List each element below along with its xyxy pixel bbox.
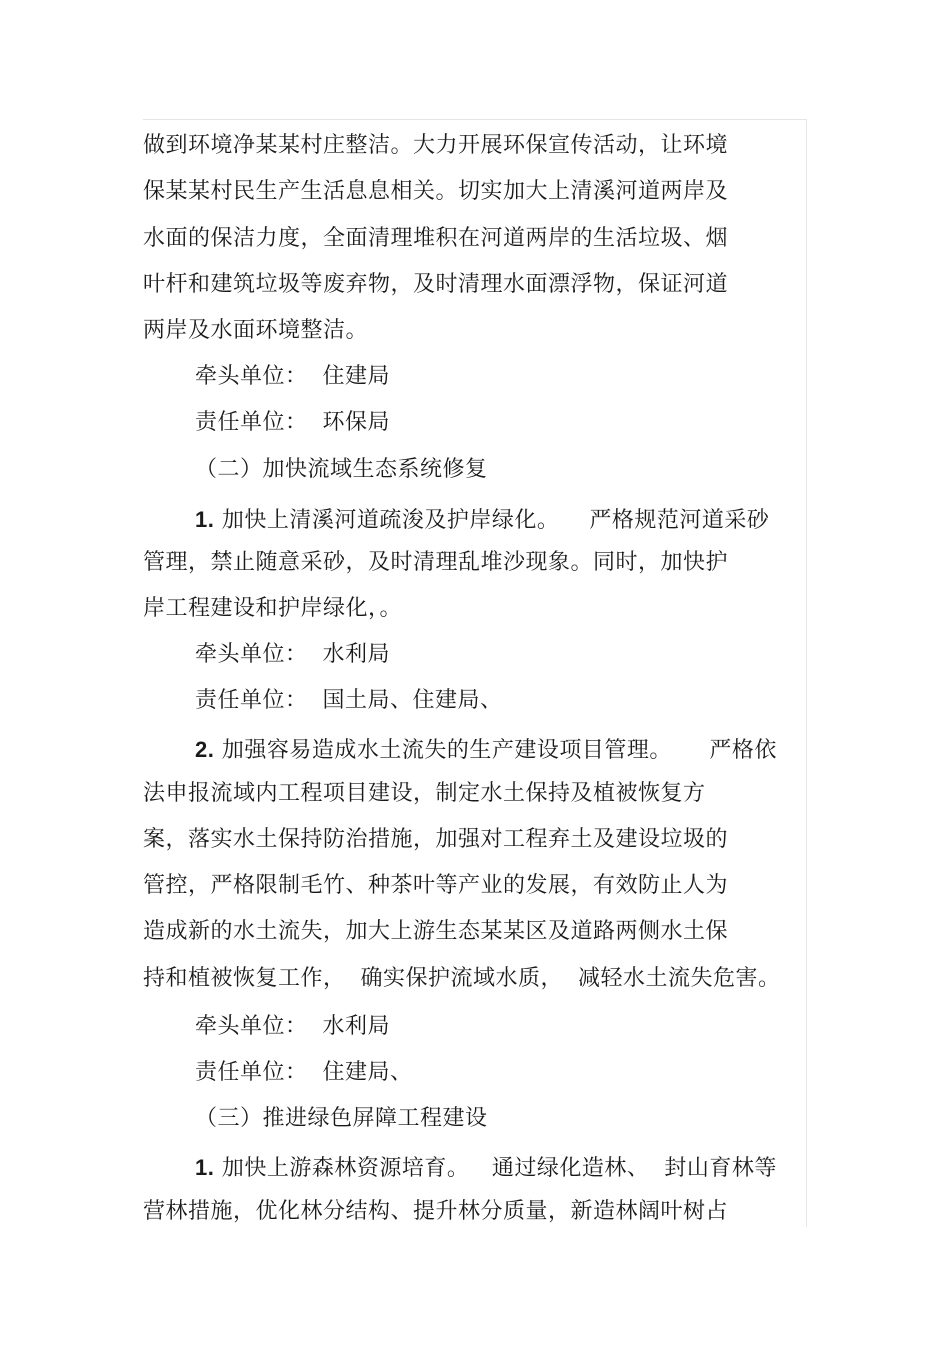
- paragraph-line: 管控，严格限制毛竹、种茶叶等产业的发展，有效防止人为: [143, 873, 729, 898]
- responsible-unit-line: 责任单位： 住建局、: [195, 1060, 413, 1085]
- item-number: 2.: [195, 737, 215, 762]
- paragraph-line: 营林措施，优化林分结构、提升林分质量，新造林阔叶树占: [143, 1199, 729, 1224]
- lead-unit-line: 牵头单位： 住建局: [195, 364, 390, 389]
- paragraph-line: 管理，禁止随意采砂，及时清理乱堆沙现象。同时，加快护: [143, 550, 729, 575]
- paragraph-line: 法申报流域内工程项目建设，制定水土保持及植被恢复方: [143, 781, 706, 806]
- item-text: 加快上清溪河道疏浚及护岸绿化。 严格规范河道采砂: [214, 508, 770, 533]
- paragraph-line: 做到环境净某某村庄整洁。大力开展环保宣传活动，让环境: [143, 133, 729, 158]
- paragraph-line: 岸工程建设和护岸绿化，。: [143, 596, 403, 621]
- paragraph-line: 保某某村民生产生活息息相关。切实加大上清溪河道两岸及: [143, 179, 729, 204]
- paragraph-line: 叶杆和建筑垃圾等废弃物，及时清理水面漂浮物，保证河道: [143, 272, 729, 297]
- responsible-unit-line: 责任单位： 国土局、住建局、: [195, 688, 503, 713]
- lead-unit-line: 牵头单位： 水利局: [195, 642, 390, 667]
- lead-unit-line: 牵头单位： 水利局: [195, 1014, 390, 1039]
- item-number: 1.: [195, 1155, 215, 1180]
- section-heading: （三）推进绿色屏障工程建设: [195, 1106, 488, 1131]
- item-number: 1.: [195, 507, 215, 532]
- responsible-unit-line: 责任单位： 环保局: [195, 410, 390, 435]
- page-border-right: [806, 119, 807, 1227]
- item-text: 加强容易造成水土流失的生产建设项目管理。 严格依: [214, 738, 777, 763]
- paragraph-line: 持和植被恢复工作， 确实保护流域水质， 减轻水土流失危害。: [143, 966, 781, 991]
- section-heading: （二）加快流域生态系统修复: [195, 457, 488, 482]
- paragraph-line: 水面的保洁力度，全面清理堆积在河道两岸的生活垃圾、烟: [143, 226, 729, 251]
- numbered-item-line: [195, 1153, 777, 1184]
- numbered-item-line: [195, 735, 777, 766]
- item-text: 加快上游森林资源培育。 通过绿化造林、 封山育林等: [214, 1156, 777, 1181]
- numbered-item-line: [195, 505, 769, 536]
- paragraph-line: 造成新的水土流失，加大上游生态某某区及道路两侧水土保: [143, 919, 729, 944]
- paragraph-line: 案，落实水土保持防治措施，加强对工程弃土及建设垃圾的: [143, 827, 729, 852]
- paragraph-line: 两岸及水面环境整洁。: [143, 318, 369, 343]
- page-border-top: [143, 119, 807, 120]
